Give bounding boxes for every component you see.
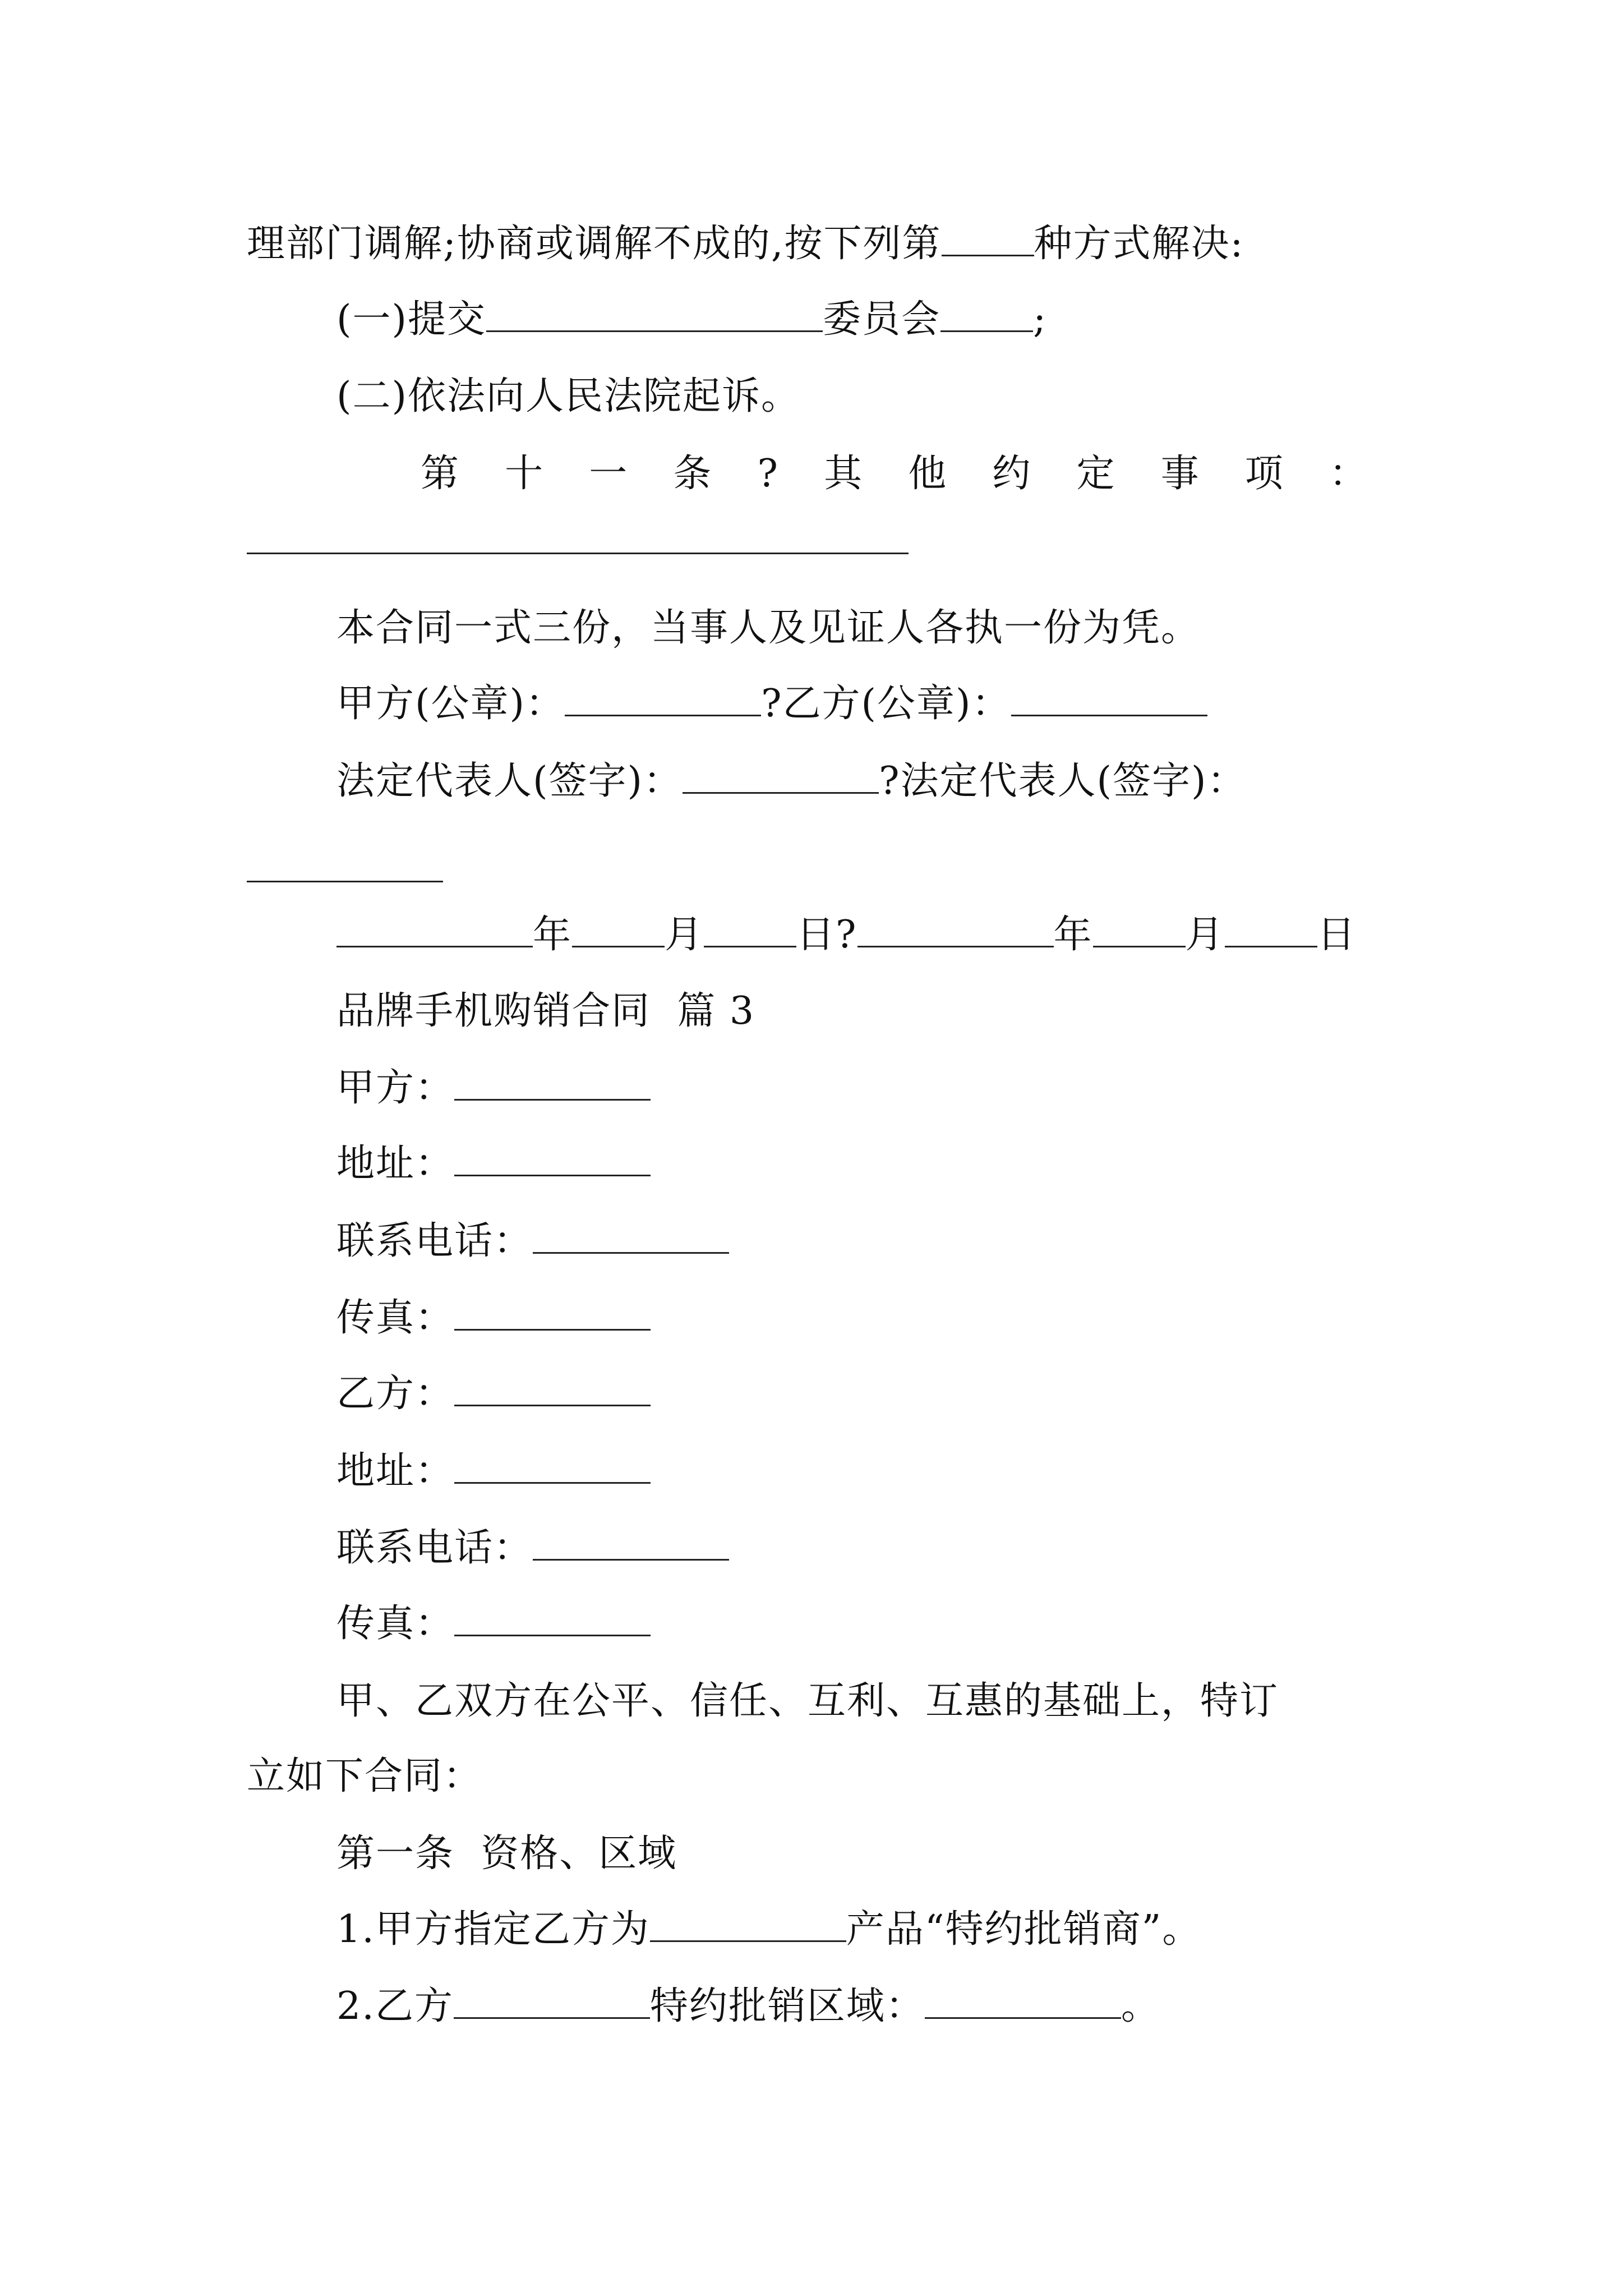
article-11-char: ： (1329, 452, 1368, 496)
article-11-char: 项 (1244, 452, 1284, 496)
arbitration-line (336, 295, 1047, 345)
address-b-label: 地址： (336, 1449, 455, 1493)
period: 。 (1121, 1984, 1160, 2028)
party-a-rep-blank (683, 760, 879, 794)
year-a-blank (336, 913, 533, 947)
article-11-char: 定 (1076, 452, 1116, 496)
fax-a-line (336, 1293, 651, 1343)
day-b-label: 日 (1317, 913, 1357, 957)
article-1-item-2 (336, 1981, 1160, 2032)
article-11-heading (421, 449, 1368, 499)
party-b-blank (454, 1372, 651, 1406)
article-11-char: 事 (1160, 452, 1200, 496)
day-a-blank (704, 913, 796, 947)
address-b-line (336, 1446, 651, 1497)
intro-line-1: 甲、乙双方在公平、信任、互利、互惠的基础上，特订 (336, 1679, 1279, 1723)
dealer-blank (454, 1985, 650, 2019)
year-a-label: 年 (533, 913, 573, 957)
dispute-method-line (247, 219, 1244, 269)
month-a-label: 月 (665, 913, 704, 957)
party-b-seal-label: ?乙方(公章)： (761, 682, 1011, 726)
article-11-char: 一 (589, 452, 629, 496)
product-blank (650, 1908, 846, 1942)
dispute-text-end: 种方式解决: (1034, 222, 1244, 266)
party-b-label: 乙方： (336, 1372, 455, 1416)
article-11-char: 约 (992, 452, 1032, 496)
copies-statement: 本合同一式三份，当事人及见证人各执一份为凭。 (336, 606, 1201, 650)
month-a-blank (572, 913, 665, 947)
region-label: 特约批销区域： (649, 1984, 925, 2028)
year-b-blank (857, 913, 1054, 947)
phone-b-line (336, 1523, 729, 1573)
year-b-label: 年 (1053, 913, 1093, 957)
other-matters-blank (247, 553, 909, 554)
phone-a-label: 联系电话： (336, 1219, 533, 1263)
phone-b-label: 联系电话： (336, 1526, 533, 1570)
arbitration-label: (一)提交 (336, 297, 487, 342)
representative-line (336, 756, 1247, 807)
article-11-char: ? (757, 452, 779, 496)
article-1-heading: 第一条 资格、区域 (336, 1832, 677, 1876)
fax-a-blank (454, 1296, 651, 1331)
fax-a-label: 传真： (336, 1296, 455, 1340)
fax-b-blank (454, 1602, 651, 1636)
item-1-text-end: 产品“特约批销商”。 (846, 1907, 1202, 1952)
item-1-text: 1.甲方指定乙方为 (336, 1907, 650, 1952)
region-blank (925, 1985, 1121, 2019)
article-11-char: 第 (421, 452, 460, 496)
phone-b-blank (533, 1526, 729, 1561)
address-a-blank (454, 1142, 651, 1176)
phone-a-blank (533, 1220, 729, 1254)
committee-blank (940, 298, 1033, 332)
party-a-line (336, 1063, 651, 1114)
party-a-seal-label: 甲方(公章)： (336, 682, 565, 726)
date-line (336, 910, 1357, 960)
party-b-rep-label: ?法定代表人(签字)： (879, 759, 1247, 803)
address-a-label: 地址： (336, 1142, 455, 1186)
day-b-blank (1225, 913, 1317, 947)
committee-label: 委员会 (823, 297, 941, 342)
contract-title: 品牌手机购销合同 篇 3 (336, 989, 755, 1033)
address-b-blank (454, 1450, 651, 1484)
article-11-char: 十 (505, 452, 545, 496)
article-1-item-1 (336, 1904, 1201, 1955)
party-a-label: 甲方： (336, 1066, 455, 1110)
litigation-line: (二)依法向人民法院起诉。 (336, 374, 801, 418)
article-11-char: 条 (673, 452, 713, 496)
dispute-text: 理部门调解;协商或调解不成的,按下列第 (247, 222, 942, 266)
article-11-char: 其 (824, 452, 864, 496)
method-blank (942, 222, 1034, 256)
party-b-seal-blank (1011, 682, 1207, 716)
item-2-text: 2.乙方 (336, 1984, 454, 2028)
semicolon: ; (1033, 297, 1047, 342)
day-a-label: 日? (796, 913, 857, 957)
month-b-label: 月 (1185, 913, 1225, 957)
party-b-line (336, 1369, 651, 1419)
address-a-line (336, 1139, 651, 1189)
fax-b-label: 传真： (336, 1602, 455, 1646)
party-a-blank (454, 1066, 651, 1101)
phone-a-line (336, 1216, 729, 1267)
fax-b-line (336, 1599, 651, 1649)
party-a-seal-blank (565, 682, 761, 716)
month-b-blank (1093, 913, 1186, 947)
seal-line (336, 679, 1207, 729)
party-b-rep-blank (247, 881, 443, 882)
intro-line-2: 立如下合同： (247, 1754, 483, 1798)
party-a-rep-label: 法定代表人(签字)： (336, 759, 683, 803)
article-11-char: 他 (908, 452, 948, 496)
arbitration-blank (486, 298, 823, 332)
